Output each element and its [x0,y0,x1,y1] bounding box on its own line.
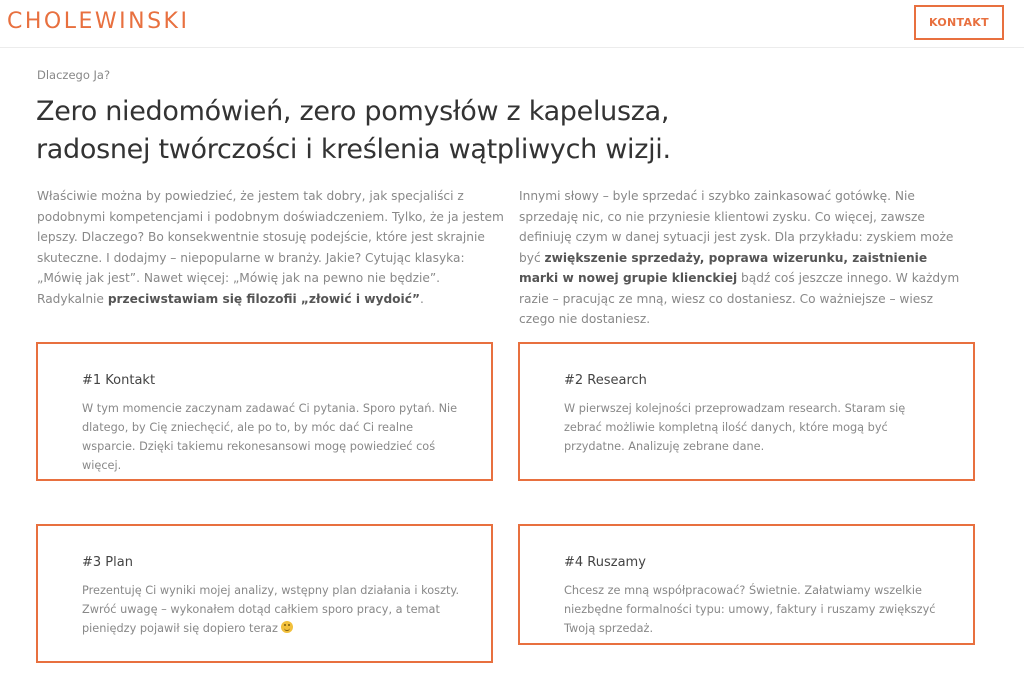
step-card-ruszamy [518,524,975,645]
step-card-body [82,581,462,638]
step-card-body: Chcesz ze mną współpracować? Świetnie. Załatwiamy wszelkie niezbędne formalności typu: umowy, faktury i ruszamy zwiększyć Twoją sprzedaż. [564,584,936,635]
contact-button[interactable]: KONTAKT [914,5,1004,40]
step-card-title: #4 Ruszamy [564,555,646,570]
intro-left-bold: przeciwstawiam się filozofii „złowić i wydoić” [107,291,420,306]
site-header [0,0,1024,48]
intro-paragraph-right [519,186,964,330]
intro-paragraph-left [37,186,507,309]
intro-right-bold: zwiększenie sprzedaży, poprawa wizerunku, zaistnienie marki w nowej grupie klienckiej [519,250,928,285]
intro-right-text: Innymi słowy – byle sprzedać i szybko zainkasować gotówkę. Nie sprzedaję nic, co nie przyniesie klientowi zysku. Co więcej, zawsze definiuję czym w danej sytuacji jest zysk. Dla przykładu: zyskiem może być [519,189,954,265]
smiley-icon [281,621,293,633]
step-card-research [518,342,975,481]
step-card-title: #3 Plan [82,555,133,570]
section-headline [36,93,796,169]
section-eyebrow: Dlaczego Ja? [37,68,111,82]
intro-left-end: . [419,291,424,306]
step-card-title: #1 Kontakt [82,373,156,388]
headline-line-1: Zero niedomówień, zero pomysłów z kapelusza, [36,96,670,127]
headline-line-2: radosnej twórczości i kreślenia wątpliwych wizji. [36,134,671,165]
step-card-kontakt [36,342,493,481]
intro-left-text: Właściwie można by powiedzieć, że jestem tak dobry, jak specjaliści z podobnymi kompetencjami i podobnym doświadczeniem. Tylko, że ja jestem lepszy. Dlaczego? Bo konsekwentnie stosuję podejście, które jest skrajnie skuteczne. I dodajmy – niepopularne w branży. Jakie? Cytując klasyka: „Mówię jak jest”. Nawet więcej: „Mówię jak na pewno nie będzie”. Radykalnie [37,189,504,306]
step-card-body: W pierwszej kolejności przeprowadzam research. Staram się zebrać możliwie kompletną ilość danych, które mogą być przydatne. Analizuję zebrane dane. [564,402,906,453]
step-card-body-text: Prezentuję Ci wyniki mojej analizy, wstępny plan działania i koszty. Zwróć uwagę – wykonałem dotąd całkiem sporo pracy, a temat pieniędzy pojawił się dopiero teraz [82,584,460,635]
intro-right-end: bądź coś jeszcze innego. W każdym razie – pracując ze mną, wiesz co dostaniesz. Co ważniejsze – wiesz czego nie dostaniesz. [519,271,960,326]
step-card-title: #2 Research [564,373,647,388]
logo[interactable]: CHOLEWINSKI [7,9,190,34]
step-card-plan [36,524,493,663]
step-card-body: W tym momencie zaczynam zadawać Ci pytania. Sporo pytań. Nie dlatego, by Cię zniechęcić, ale po to, by móc dać Ci realne wsparcie. Dzięki takiemu rekonesansowi mogę powiedzieć coś więcej. [82,402,458,472]
